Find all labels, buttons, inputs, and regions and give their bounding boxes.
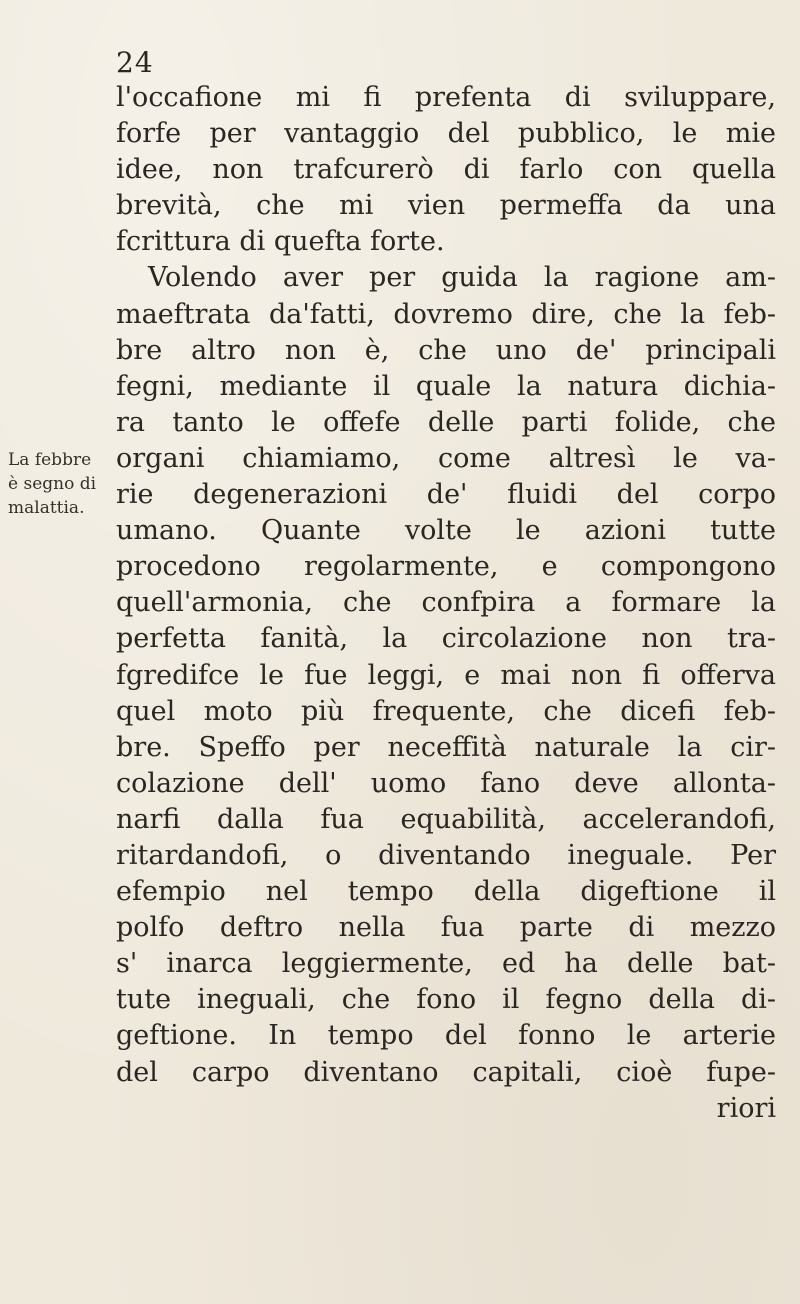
text-line: organi chiamiamo, come altresì le va- bbox=[116, 442, 776, 474]
text-line: fcrittura di quefta forte. bbox=[116, 226, 445, 258]
text-line: procedono regolarmente, e compongono bbox=[116, 551, 776, 583]
text-line: colazione dell' uomo fano deve allonta- bbox=[116, 767, 776, 799]
text-line: perfetta fanità, la circolazione non tra- bbox=[116, 623, 776, 655]
text-line: fegni, mediante il quale la natura dichia- bbox=[116, 370, 776, 402]
text-line: idee, non trafcurerò di farlo con quella bbox=[116, 154, 776, 186]
text-line: polfo deftro nella fua parte di mezzo bbox=[116, 912, 776, 944]
text-line: efempio nel tempo della digeftione il bbox=[116, 876, 776, 908]
margin-note bbox=[8, 448, 100, 520]
text-line: l'occafione mi fi prefenta di sviluppare, bbox=[116, 82, 776, 113]
text-line: bre. Speffo per neceffità naturale la cir- bbox=[116, 731, 776, 763]
margin-note-line: malattia. bbox=[8, 498, 85, 518]
text-line: quel moto più frequente, che dicefi feb- bbox=[116, 695, 776, 727]
text-line: bre altro non è, che uno de' principali bbox=[116, 334, 776, 366]
body-text bbox=[116, 80, 776, 1127]
text-line: brevità, che mi vien permeffa da una bbox=[116, 190, 776, 222]
text-line: del carpo diventano capitali, cioè fupe- bbox=[116, 1056, 776, 1088]
text-line: s' inarca leggiermente, ed ha delle bat- bbox=[116, 948, 776, 980]
margin-note-line: La febbre bbox=[8, 450, 92, 470]
margin-note-line: è segno di bbox=[8, 474, 97, 494]
text-line: tute ineguali, che fono il fegno della di- bbox=[116, 984, 776, 1016]
text-line: maeftrata da'fatti, dovremo dire, che la feb- bbox=[116, 298, 776, 330]
text-line: ra tanto le offefe delle parti folide, che bbox=[116, 406, 776, 438]
text-line: umano. Quante volte le azioni tutte bbox=[116, 515, 776, 547]
text-line: Volendo aver per guida la ragione am- bbox=[148, 262, 776, 294]
text-line: rie degenerazioni de' fluidi del corpo bbox=[116, 479, 776, 511]
text-line: fgredifce le fue leggi, e mai non fi offerva bbox=[116, 659, 776, 691]
text-line: forfe per vantaggio del pubblico, le mie bbox=[116, 118, 776, 150]
text-line: riori bbox=[716, 1092, 776, 1124]
page-number: 24 bbox=[116, 46, 154, 79]
text-line: ritardandofi, o diventando ineguale. Per bbox=[116, 839, 776, 871]
text-line: quell'armonia, che confpira a formare la bbox=[116, 587, 776, 619]
text-line: narfi dalla fua equabilità, accelerandofi, bbox=[116, 803, 776, 835]
text-line: geftione. In tempo del fonno le arterie bbox=[116, 1020, 776, 1052]
